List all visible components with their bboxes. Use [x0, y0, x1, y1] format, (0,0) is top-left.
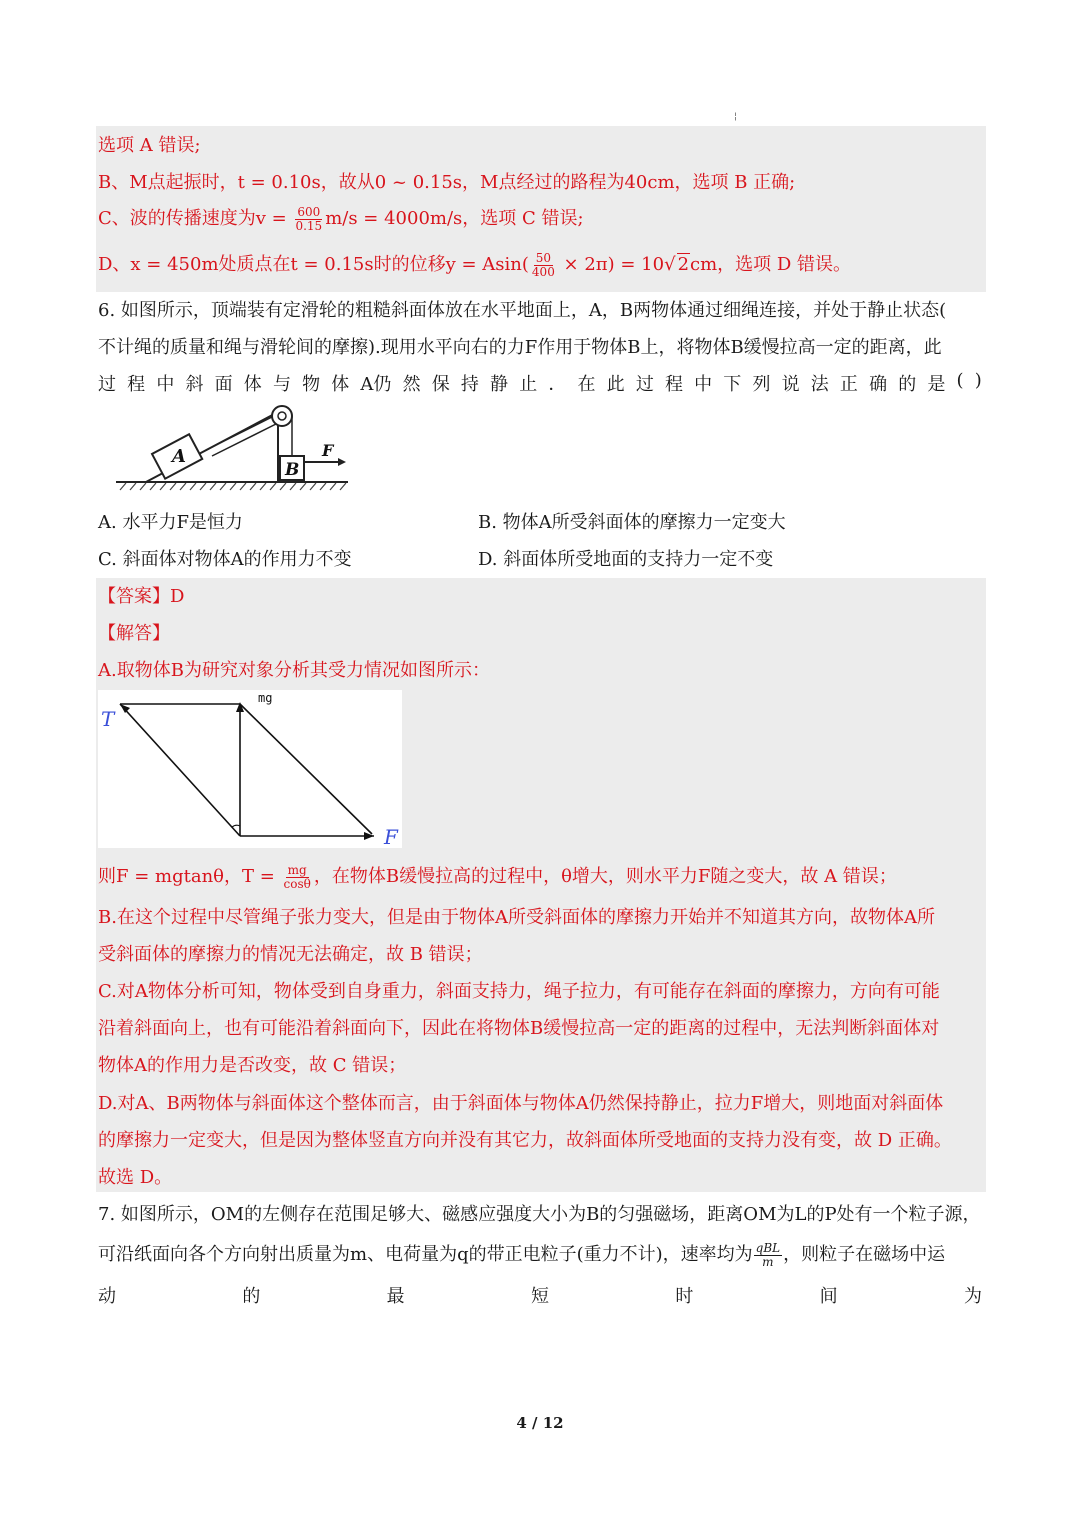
sqrt-icon: √ — [664, 254, 676, 275]
solution-block-q5 — [96, 126, 986, 292]
sol6-line-c2: 沿着斜面向上，也有可能沿着斜面向下，因此在将物体B缓慢拉高一定的距离的过程中，无法判断斜面体对 — [98, 1018, 940, 1039]
word: 程 — [127, 374, 146, 395]
q7-line-3 — [98, 1282, 982, 1308]
word: 此 — [606, 374, 625, 395]
option-c[interactable]: C. 斜面体对物体A的作用力不变 — [98, 549, 352, 570]
fraction: $\frac{\text{qBL}}{m}$ — [755, 1240, 781, 1269]
word: 过 — [98, 374, 116, 395]
fraction: $\frac{600}{0.15}$ — [295, 204, 323, 233]
incline-pulley-figure — [116, 398, 352, 494]
sol6-line-d2: 的摩擦力一定变大，但是因为整体竖直方向并没有其它力，故斜面体所受地面的支持力没有变，故 D 正确。 — [98, 1130, 952, 1151]
word: 在 — [577, 374, 596, 395]
q6-line-2: 不计绳的质量和绳与滑轮间的摩擦).现用水平向右的力F作用于物体B上，将物体B缓慢拉高一定的距离，此 — [98, 337, 942, 358]
word: 物 — [302, 374, 321, 395]
solution-block-q6 — [96, 578, 986, 1192]
word: 是 — [927, 374, 946, 395]
word: 法 — [810, 374, 829, 395]
word: 斜 — [185, 374, 204, 395]
sol6-line-a2: 则F = mgtanθ，T = $\frac{mg}{\cos\theta}$ ，在物体B缓慢拉高的过程中，θ增大，则水平力F随之变大，故 A 错误； — [98, 862, 897, 891]
word: 确 — [869, 374, 888, 395]
word: 正 — [839, 374, 858, 395]
svg-text:A: A — [172, 446, 186, 467]
word: 体 — [331, 374, 350, 395]
sol6-line-c1: C.对A物体分析可知，物体受到自身重力，斜面支持力，绳子拉力，有可能存在斜面的摩擦力，方向有可能 — [98, 981, 940, 1002]
word: 的 — [242, 1286, 261, 1307]
sol6-line-b2: 受斜面体的摩擦力的情况无法确定，故 B 错误； — [98, 944, 483, 965]
word: 程 — [664, 374, 683, 395]
word: 止 — [519, 374, 538, 395]
word: 中 — [694, 374, 713, 395]
q7-line-2: 可沿纸面向各个方向射出质量为m、电荷量为q的带正电粒子(重力不计)，速率均为 $\frac{\text{qBL}}{m}$ ，则粒子在磁场中运 — [98, 1240, 946, 1269]
analysis-label: 【解答】 — [98, 623, 170, 644]
svg-text:F: F — [384, 825, 398, 848]
word: 间 — [819, 1286, 838, 1307]
word: 持 — [460, 374, 479, 395]
word: 下 — [723, 374, 742, 395]
page-number: 4 / 12 — [516, 1414, 564, 1432]
word: 动 — [98, 1286, 116, 1307]
fraction: $\frac{mg}{\cos\theta}$ — [283, 862, 311, 891]
answer-label: 【答案】D — [98, 586, 185, 607]
sol6-line-c3: 物体A的作用力是否改变，故 C 错误； — [98, 1055, 407, 1076]
word: 的 — [898, 374, 917, 395]
word: ) — [974, 370, 982, 391]
option-d[interactable]: D. 斜面体所受地面的支持力一定不变 — [478, 549, 774, 570]
word: 保 — [431, 374, 450, 395]
word: ． — [548, 374, 567, 395]
force-diagram — [98, 690, 402, 848]
sol5-line-b: B、M点起振时，t = 0.10s，故从0 ~ 0.15s，M点经过的路程为40cm，选项 B 正确; — [98, 172, 796, 193]
word: ( — [956, 370, 964, 391]
word: 短 — [530, 1286, 549, 1307]
svg-text:T: T — [101, 707, 115, 731]
svg-text:F: F — [322, 441, 334, 460]
svg-text:B: B — [285, 460, 300, 480]
word: 与 — [272, 374, 291, 395]
word: 体 — [243, 374, 262, 395]
q6-line-3 — [98, 370, 982, 396]
option-b[interactable]: B. 物体A所受斜面体的摩擦力一定变大 — [478, 512, 786, 533]
word: 然 — [402, 374, 421, 395]
word: 最 — [386, 1286, 405, 1307]
word: 说 — [781, 374, 800, 395]
page-marker: ¦ — [734, 112, 738, 122]
sol5-line-c: C、波的传播速度为v = $\frac{600}{0.15}$ m/s = 4000m/s，选项 C 错误; — [98, 204, 584, 233]
word: 列 — [752, 374, 771, 395]
sol6-line-d3: 故选 D。 — [98, 1167, 173, 1188]
sol5-line-d: D、x = 450m处质点在t = 0.15s时的位移y = Asin( $\frac{50}{400}$ × 2π) = 10√ 2cm，选项 D 错误。 — [98, 250, 852, 279]
q6-line-1: 6. 如图所示，顶端装有定滑轮的粗糙斜面体放在水平地面上，A，B两物体通过细绳连接，并处于静止状态( — [98, 300, 947, 321]
option-a[interactable]: A. 水平力F是恒力 — [98, 512, 243, 533]
word: 中 — [156, 374, 175, 395]
sol6-line-d1: D.对A、B两物体与斜面体这个整体而言，由于斜面体与物体A仍然保持静止，拉力F增大，则地面对斜面体 — [98, 1093, 944, 1114]
fraction: $\frac{50}{400}$ — [531, 250, 555, 279]
q7-line-1: 7. 如图所示，OM的左侧存在范围足够大、磁感应强度大小为B的匀强磁场，距离OM为L的P处有一个粒子源， — [98, 1204, 981, 1225]
word: 面 — [214, 374, 233, 395]
sol5-line-a: 选项 A 错误; — [98, 135, 201, 156]
word: 为 — [963, 1286, 982, 1307]
word: 时 — [675, 1286, 694, 1307]
sol6-line-a1: A.取物体B为研究对象分析其受力情况如图所示： — [98, 660, 490, 681]
word: A仍 — [360, 374, 392, 395]
svg-text:mg: mg — [258, 691, 273, 705]
word: 静 — [490, 374, 509, 395]
sol6-line-b1: B.在这个过程中尽管绳子张力变大，但是由于物体A所受斜面体的摩擦力开始并不知道其方向，故物体A所 — [98, 907, 935, 928]
word: 过 — [635, 374, 654, 395]
